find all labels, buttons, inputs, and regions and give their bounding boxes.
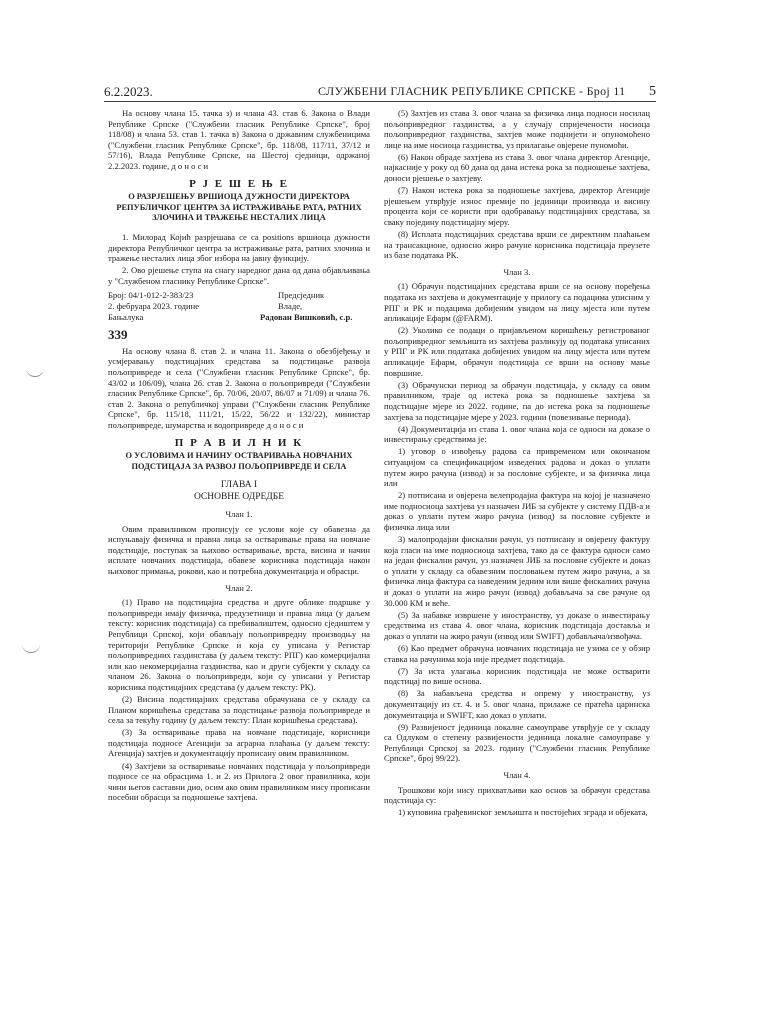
document-city: Бањалука [108, 311, 144, 322]
decision-point-2: 2. Ово рјешење ступа на снагу наредног дана од дана објављивања у "Службеном гласнику Републике Српске". [108, 265, 370, 286]
article-4-item-1: 1) куповина грађевинског земљишта и постојећих зграда и објеката, [398, 807, 648, 818]
rulebook-title: П Р А В И Л Н И К [174, 436, 304, 449]
signature-row-2 [108, 301, 370, 312]
article-2-para-2: (2) Висина подстицајних средстава обрачунава се у складу са Планом коришћења средстава за подстицање развоја пољопривреде и села за текућу годину (у даљем тексту: План коришћења средстава). [108, 694, 370, 726]
article-2-para-8: (8) Исплата подстицајних средстава врши се директним плаћањем на трансакционе, односно жиро рачуне корисника подстицаја преузете из базе података РК. [384, 229, 650, 261]
article-1-text: Овим правилником прописују се услови које су обавезна да испуњавају физичка и правна лица за остваривање права на новчане подстицаје, поступак за њихово остваривање, врста, висина и начин исплате новчаних подстицаја, обавезе корисника подстицаја након њиховог примања, рокови, као и потребна документација и обрасци. [108, 523, 370, 576]
article-3-para-9: (9) Развијеност јединица локалне самоуправе утврђује се у складу са Одлуком о степену развијености јединица локалне самоуправе у Републици Српској за 2023. годину ("Службени гласник Републике Српске", број 99/22). [384, 721, 650, 764]
article-3-para-6: (6) Као предмет обрачуна новчаних подстицаја не узима се у обзир ставка на рачунима која није предмет подстицаја. [384, 643, 650, 664]
article-2-para-1: (1) Право на подстицајна средства и друге облике подршке у пољопривреди имају физичка, предузетници и правна лица (у даљем тексту: корисник подстицаја) са пребивалиштем, односно сједиштем у Републици Српској, који обављају пољопривредну производњу на територији Републике Српске и која су уписана у Регистар пољопривредних газдинстава (у даљем тексту: РПГ) као комерцијална или као некомерцијална газдинства, као и други субјекти у складу са чланом 26. Закона о пољопривреди, који су уписани у Регистар корисника подстицајних средстава (у даљем тексту: РК). [108, 597, 370, 692]
signer-org: Владе, [278, 301, 303, 311]
article-2-para-4: (4) Захтјеви за остваривање новчаних подстицаја у пољопривреди подносе се на обрасцима 1. и 2. из Прилога 2 овог правилника, који чини његов саставни дио, осим ако овим правилником нису прописани посебни обрасци за подношење захтјева. [108, 760, 370, 803]
signer-role: Предсједник [278, 290, 325, 301]
article-3-para-2: (2) Уколико се подаци о пријављеном коришћењу регистрованог пољопривредног земљишта из захтјева разликују од података уписаних у РПГ и РК или података добијених увидом на лицу мјеста или путем апликације Ефарм, обрачун подстицаја се врши на основу мање површине. [384, 325, 650, 378]
document-number: Број: 04/1-012-2-383/23 [108, 290, 194, 301]
right-column [384, 108, 650, 819]
article-3-para-8: (8) За набављена средства и опрему у иностранству, уз документацију из ст. 4. и 5. овог члана, прилаже се пратећа царинска документација и SWIFT, као доказ о уплати. [384, 688, 650, 720]
article-4-heading: Члан 4. [503, 770, 531, 781]
article-3-para-4: (4) Документација из става 1. овог члана која се односи на доказе о инвестирању средствима је: [384, 423, 650, 445]
article-3-item-1: 1) уговор о извођењу радова са привременом или окончаном ситуацијом са спецификацијом изведених радова и доказ о уплати путем жиро рачуна (извод) и за пословне субјекте, и за физичка лица или [384, 446, 650, 489]
act-number: 339 [108, 327, 128, 343]
article-2-heading: Члан 2. [225, 582, 253, 593]
decision-subtitle: О РАЗРЈЕШЕЊУ ВРШИОЦА ДУЖНОСТИ ДИРЕКТОРА РЕПУБЛИЧКОГ ЦЕНТРА ЗА ИСТРАЖИВАЊЕ РАТА, РАТНИХ ЗЛОЧИНА И ТРАЖЕЊЕ НЕСТАЛИХ ЛИЦА [116, 192, 362, 223]
chapter-heading: ГЛАВА I [220, 480, 258, 491]
article-3-para-7: (7) За иста улагања корисник подстицаја не може остварити подстицај по више основа. [384, 665, 650, 687]
article-3-para-5: (5) За набавке извршене у иностранству, уз доказе о инвестирању средствима из става 4. овог члана, корисник подстицаја доставља и доказ о уплати на жиро рачун (извод или SWIFT) добављача/извођача. [384, 609, 650, 641]
decision-title: Р Ј Е Ш Е Њ Е [189, 177, 289, 190]
decision-point-1: 1. Милорад Којић разрјешава се са positions вршиоца дужности директора Републичког центра за истраживање рата, ратних злочина и тражење несталих лица због избора на јавну функцију. [108, 231, 370, 264]
scan-artifact [26, 368, 44, 377]
article-3-item-3: 3) малопродајни фискални рачун, уз потписану и овјерену фактуру која гласи на име подносиоца захтјева, тако да се фактура односи само на један фискални рачун, уз назначен ЈИБ за пословне субјекте и доказ о уплати у складу са обавезним пословањем путем жиро рачуна, а за физичка лица фактура са наведеним једним или више фискалних рачуна и доказ о уплати на жиро рачун (извод) добављача за све рачуне од 30.000 КМ и веће. [384, 534, 650, 608]
chapter-name: ОСНОВНЕ ОДРЕДБЕ [193, 492, 285, 503]
article-2-para-7: (7) Након истека рока за подношење захтјева, директор Агенције рјешењем утврђује износ премије по јединици производа и висину процента који се користи при одобравању подстицајних средстава, за сваку поједину подстицајну мјеру. [384, 185, 650, 227]
article-3-item-2: 2) потписана и овјерена велепродајна фактура на којој је назначено име подносиоца захтјева уз назначен ЈИБ за субјекте у систему ПДВ-а и доказ о уплати путем жиро рачуна (извод) за пословне субјекте и физичка лица или [384, 490, 650, 532]
signer-name: Радован Вишковић, с.р. [260, 311, 353, 322]
issue-date: 6.2.2023. [104, 84, 153, 99]
decision-preamble: На основу члана 15. тачка з) и члана 43. став 6. Закона о Влади Републике Српске ("Службени гласник Републике Српске", број 118/08) и члана 53. став 1. тачка в) Закона о државним службеницима ("Службени гласник Републике Српске", бр. 118/08, 117/11, 37/12 и 57/16), Влада Републике Српске, на Шестој сједници, одржаној 2.2.2023. године, д о н о с и [108, 108, 370, 171]
article-1-heading: Члан 1. [225, 509, 253, 519]
page-number: 5 [649, 84, 656, 99]
article-2-para-6: (6) Након обраде захтјева из става 3. овог члана директор Агенције, најкасније у року од 60 дана од дана истека рока за подношење захтјева, доноси рјешење о захтјеву. [384, 151, 650, 184]
gazette-title: СЛУЖБЕНИ ГЛАСНИК РЕПУБЛИКЕ СРПСКЕ - Број 11 [318, 84, 626, 98]
article-4-para-1: Трошкови који нису прихватљиви као основ за обрачун средстава подстицаја су: [384, 784, 650, 806]
scan-artifact [22, 644, 40, 653]
article-2-para-3: (3) За остваривање права на новчане подстицаје, корисници подстицаја подносе Агенцији за аграрна плаћања (у даљем тексту: Агенција) захтјев и документацију прописану овим правилником. [108, 727, 370, 759]
left-column [108, 108, 370, 804]
document-date: 2. фебруара 2023. године [108, 301, 200, 311]
article-3-heading: Члан 3. [503, 266, 531, 277]
header-rule [104, 101, 656, 102]
signature-row-3 [108, 312, 370, 323]
article-3-para-3: (3) Обрачунски период за обрачун подстицаја, у складу са овим правилником, траје од истека рока за подношење захтјева за подстицајне мјере из 2022. године, па до истека рока за подношење захтјева за подстицајне мјере у 2023. години (повезивање периода). [384, 379, 650, 422]
rulebook-subtitle: О УСЛОВИМА И НАЧИНУ ОСТВАРИВАЊА НОВЧАНИХ ПОДСТИЦАЈА ЗА РАЗВОЈ ПОЉОПРИВРЕДЕ И СЕЛА [125, 451, 353, 471]
signature-row-1 [108, 290, 370, 301]
rulebook-preamble: На основу члана 8. став 2. и члана 11. Закона о обезбјеђењу и усмјеравању подстицајних средстава за подстицање развоја пољопривреде и села ("Службени гласник Републике Српске", бр. 43/02 и 106/09), члана 26. став 2. Закона о пољопривреди ("Службени гласник Републике Српске", бр. 70/06, 20/07, 86/07 и 71/09) и члана 76. став 2. Закона о републичкој управи ("Службени гласник Републике Српске", бр. 115/18, 111/21, 15/22, 56/22 и 132/22), министар пољопривреде, шумарства и водопривреде д о н о с и [108, 345, 370, 430]
article-3-para-1: (1) Обрачун подстицајних средстава врши се на основу поређења података из захтјева и документације у прилогу са подацима уписним у РПГ и РК и подацима добијеним увидом на лицу мјеста или путем апликације Ефарм (@FARM). [384, 281, 650, 324]
article-2-para-5: (5) Захтјев из става 3. овог члана за физичка лица подноси носилац пољопривредног газдинства, а у случају спријечености носиоца пољопривредног газдинства, захтјев може поднијети и опуномоћено лице на име носиоца газдинства, уз прилагање овјерене пуномоћи. [384, 108, 650, 150]
